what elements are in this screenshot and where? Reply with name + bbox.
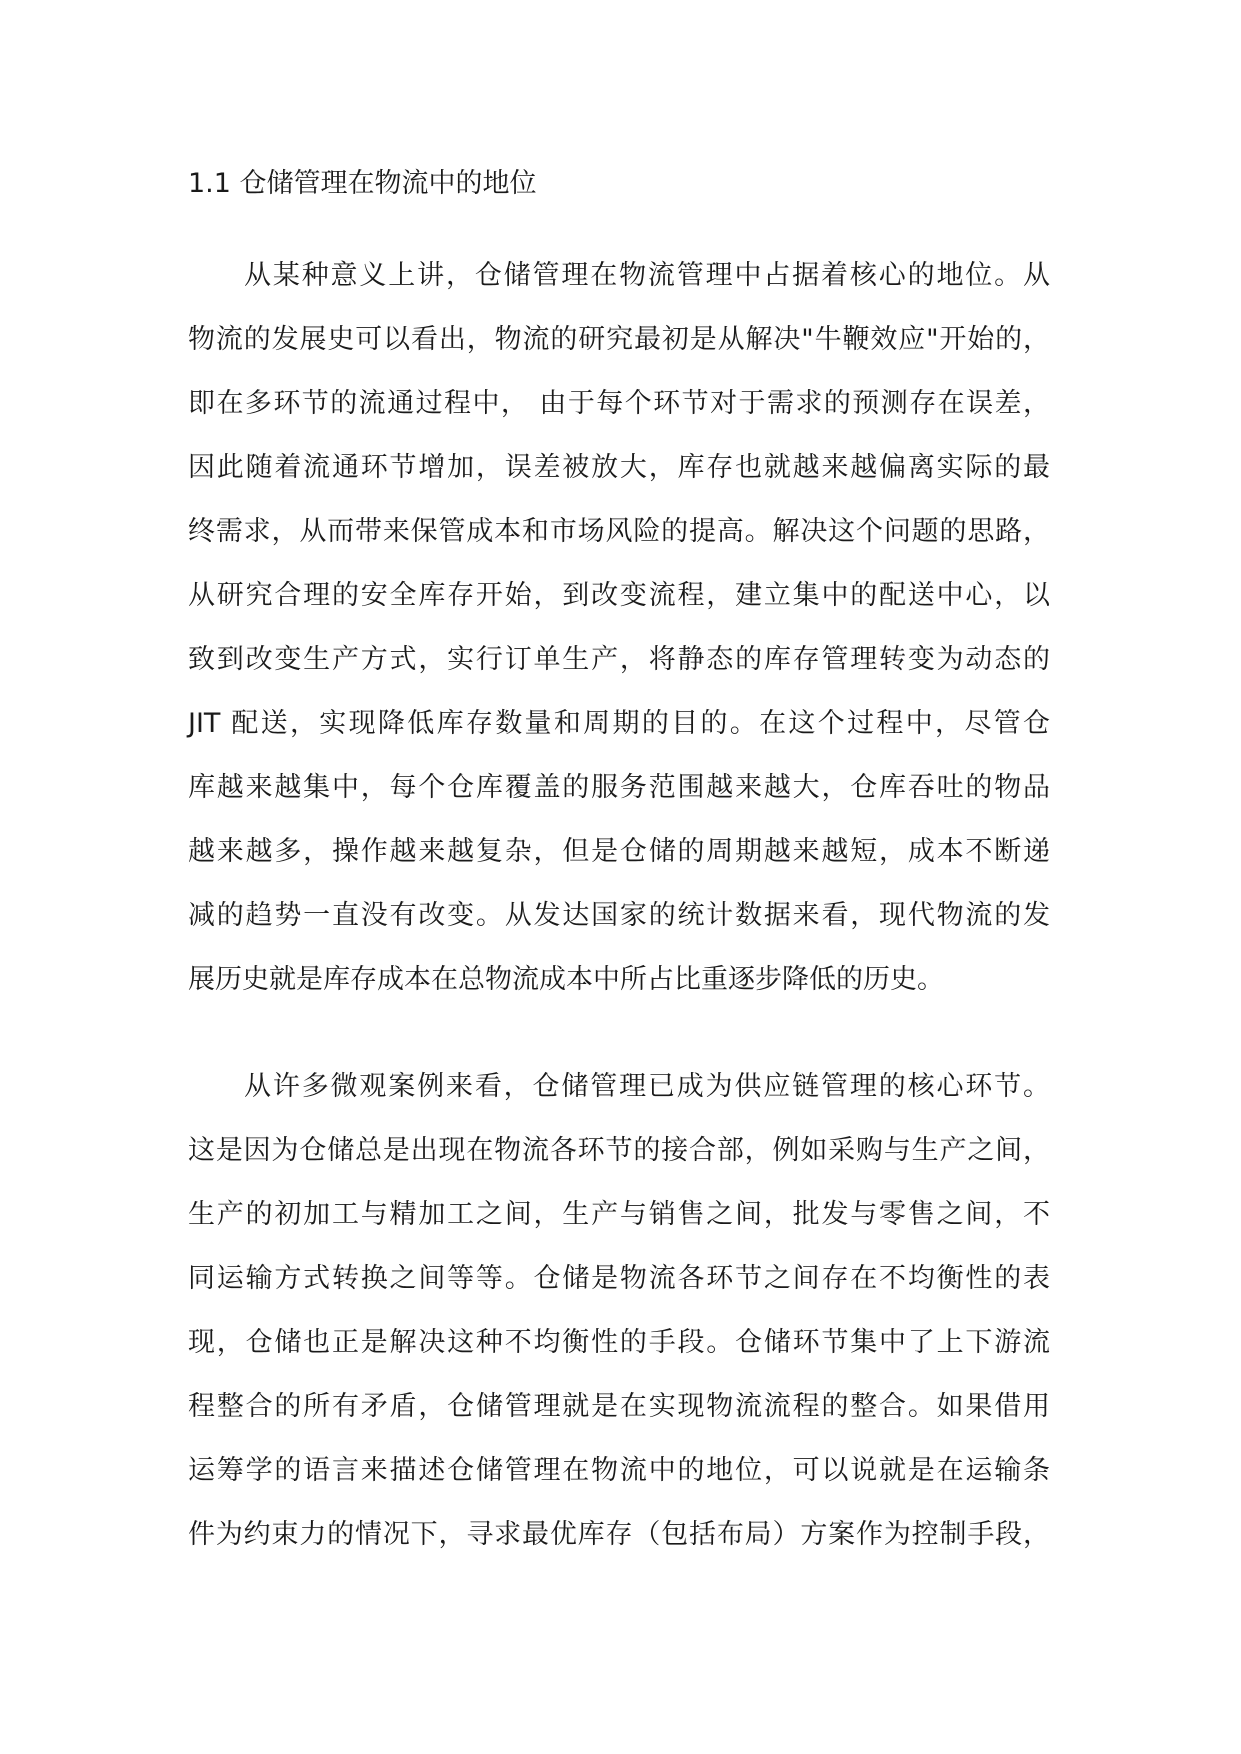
- paragraph-line: 致到改变生产方式，实行订单生产，将静态的库存管理转变为动态的: [188, 644, 1050, 675]
- paragraph-line: 即在多环节的流通过程中， 由于每个环节对于需求的预测存在误差，: [188, 388, 1050, 419]
- paragraph-line: 展历史就是库存成本在总物流成本中所占比重逐步降低的历史。: [188, 964, 944, 995]
- paragraph-line: 终需求，从而带来保管成本和市场风险的提高。解决这个问题的思路，: [188, 516, 1050, 547]
- paragraph-line: 减的趋势一直没有改变。从发达国家的统计数据来看，现代物流的发: [188, 900, 1050, 931]
- paragraph-line: 现，仓储也正是解决这种不均衡性的手段。仓储环节集中了上下游流: [188, 1327, 1050, 1358]
- paragraph-line: 库越来越集中，每个仓库覆盖的服务范围越来越大，仓库吞吐的物品: [188, 772, 1050, 803]
- paragraph-line: JIT 配送，实现降低库存数量和周期的目的。在这个过程中，尽管仓: [188, 708, 1050, 739]
- paragraph-line: 越来越多，操作越来越复杂，但是仓储的周期越来越短，成本不断递: [188, 836, 1050, 867]
- paragraph-line: 运筹学的语言来描述仓储管理在物流中的地位，可以说就是在运输条: [188, 1455, 1050, 1486]
- paragraph-1: [188, 244, 1050, 1012]
- paragraph-line: 从某种意义上讲，仓储管理在物流管理中占据着核心的地位。从: [244, 260, 1050, 291]
- paragraph-line: 这是因为仓储总是出现在物流各环节的接合部，例如采购与生产之间，: [188, 1135, 1050, 1166]
- paragraph-line: 物流的发展史可以看出，物流的研究最初是从解决"牛鞭效应"开始的，: [188, 324, 1050, 355]
- paragraph-line: 程整合的所有矛盾，仓储管理就是在实现物流流程的整合。如果借用: [188, 1391, 1050, 1422]
- paragraph-line: 同运输方式转换之间等等。仓储是物流各环节之间存在不均衡性的表: [188, 1263, 1050, 1294]
- paragraph-line: 生产的初加工与精加工之间，生产与销售之间，批发与零售之间，不: [188, 1199, 1050, 1230]
- paragraph-2: [188, 1055, 1050, 1567]
- section-heading: 1.1 仓储管理在物流中的地位: [188, 168, 537, 199]
- paragraph-line: 因此随着流通环节增加，误差被放大，库存也就越来越偏离实际的最: [188, 452, 1050, 483]
- paragraph-line: 件为约束力的情况下，寻求最优库存（包括布局）方案作为控制手段，: [188, 1519, 1050, 1550]
- paragraph-line: 从研究合理的安全库存开始，到改变流程，建立集中的配送中心，以: [188, 580, 1050, 611]
- paragraph-line: 从许多微观案例来看，仓储管理已成为供应链管理的核心环节。: [244, 1071, 1050, 1102]
